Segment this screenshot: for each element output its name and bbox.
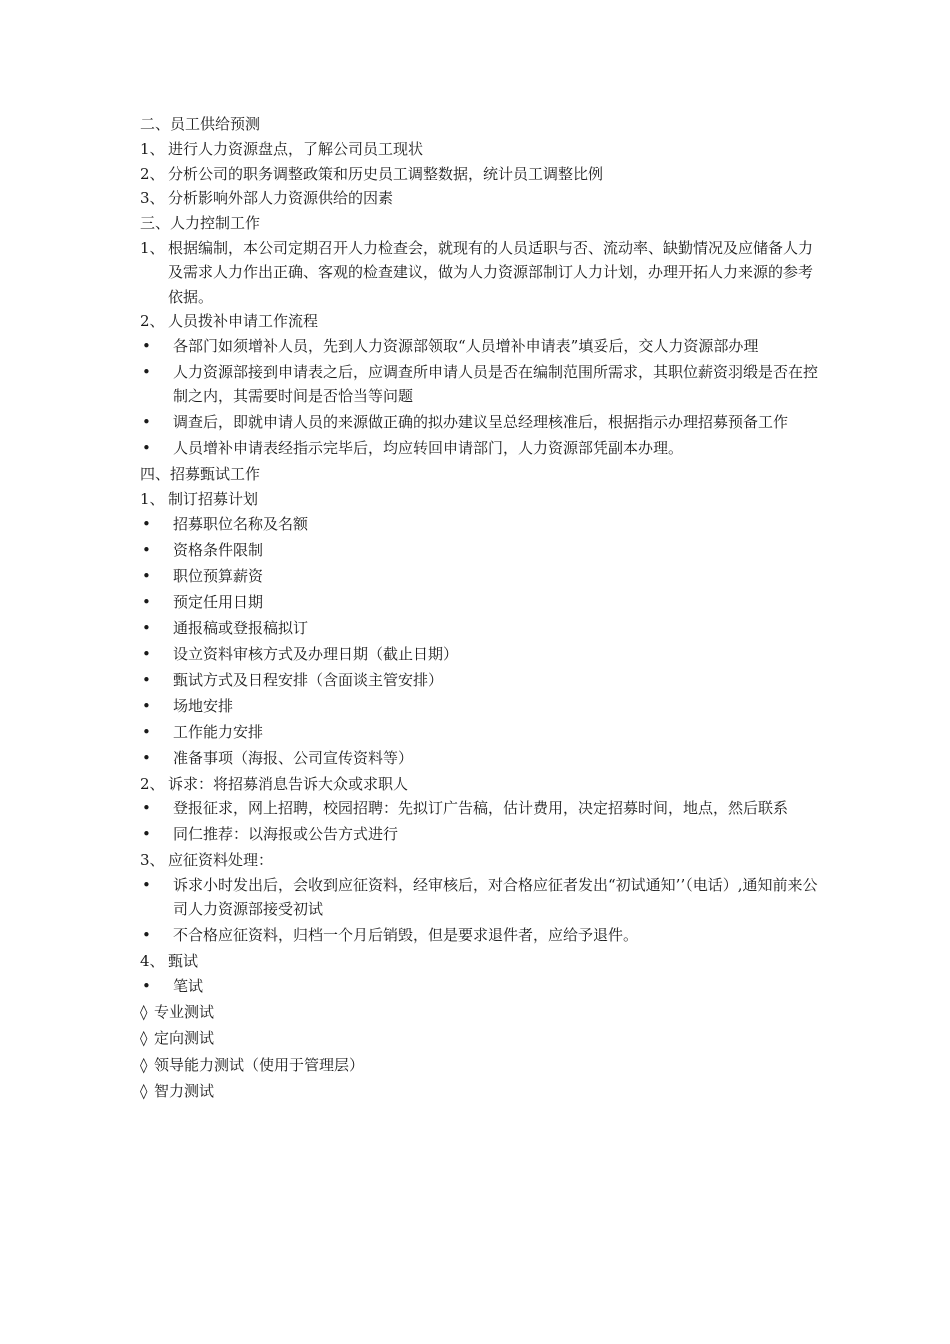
bullet-marker: • (142, 696, 151, 715)
item-text: 笔试 (173, 976, 204, 995)
item-text: 专业测试 (154, 1002, 215, 1021)
diamond-marker: ◊ (140, 1055, 148, 1074)
item-number: 1、 (140, 238, 165, 257)
item-text: 二、员工供给预测 (140, 115, 261, 133)
item-text: 分析公司的职务调整政策和历史员工调整数据，统计员工调整比例 (168, 164, 604, 183)
bullet-item (140, 694, 820, 719)
numbered-item (140, 949, 820, 974)
diamond-item (140, 1079, 820, 1104)
bullet-item (140, 974, 820, 999)
bullet-marker: • (142, 336, 151, 355)
item-text: 登报征求，网上招聘，校园招聘：先拟订广告稿，估计费用，决定招募时间，地点，然后联系 (173, 799, 789, 817)
item-text: 准备事项（海报、公司宣传资料等） (173, 748, 414, 767)
numbered-item (140, 487, 820, 512)
bullet-item (140, 564, 820, 589)
item-text: 根据编制，本公司定期召开人力检查会，就现有的人员适职与否、流动率、缺勤情况及应储备人力及需求人力作出正确、客观的检查建议，做为人力资源部制订人力计划，办理开拓人力来源的参考依据。 (168, 238, 814, 306)
item-text: 人员拨补申请工作流程 (168, 312, 319, 330)
diamond-item (140, 1000, 820, 1025)
item-number: 3、 (140, 189, 165, 207)
item-text: 领导能力测试（使用于管理层） (154, 1055, 365, 1074)
item-number: 2、 (140, 312, 165, 330)
item-number: 4、 (140, 952, 165, 970)
bullet-marker: • (142, 540, 151, 559)
item-text: 预定任用日期 (173, 592, 264, 611)
item-text: 各部门如须增补人员，先到人力资源部领取“人员增补申请表”填妥后，交人力资源部办理 (173, 336, 759, 355)
item-number: 2、 (140, 164, 165, 183)
item-text: 职位预算薪资 (173, 566, 264, 585)
item-text: 人员增补申请表经指示完毕后，均应转回申请部门，人力资源部凭副本办理。 (173, 439, 684, 457)
numbered-item (140, 309, 820, 334)
bullet-marker: • (142, 926, 151, 944)
item-number: 1、 (140, 490, 165, 508)
bullet-item (140, 334, 820, 359)
bullet-item (140, 642, 820, 667)
bullet-marker: • (142, 592, 151, 611)
item-text: 工作能力安排 (173, 722, 264, 741)
bullet-item (140, 668, 820, 693)
item-text: 同仁推荐：以海报或公告方式进行 (173, 825, 399, 843)
item-text: 四、招募甄试工作 (140, 465, 261, 483)
item-number: 2、 (140, 774, 165, 793)
item-text: 甄试方式及日程安排（含面谈主管安排） (173, 670, 444, 689)
diamond-marker: ◊ (140, 1029, 148, 1047)
diamond-item (140, 1053, 820, 1078)
item-text: 应征资料处理： (168, 851, 274, 869)
bullet-marker: • (142, 670, 151, 689)
bullet-marker: • (142, 566, 151, 585)
bullet-item (140, 590, 820, 615)
bullet-item (140, 873, 820, 922)
section-heading (140, 112, 820, 137)
item-text: 智力测试 (154, 1082, 215, 1100)
numbered-item (140, 772, 820, 797)
numbered-item (140, 186, 820, 211)
numbered-item (140, 236, 820, 310)
item-text: 通报稿或登报稿拟订 (173, 618, 309, 637)
bullet-item (140, 822, 820, 847)
bullet-marker: • (142, 439, 151, 457)
item-text: 人力资源部接到申请表之后，应调查所申请人员是否在编制范围所需求，其职位薪资羽缎是否在控制之内，其需要时间是否恰当等问题 (173, 362, 819, 405)
item-text: 诉求：将招募消息告诉大众或求职人 (168, 774, 409, 793)
bullet-marker: • (142, 875, 151, 894)
item-text: 资格条件限制 (173, 540, 264, 559)
item-text: 不合格应征资料，归档一个月后销毁，但是要求退件者，应给予退件。 (173, 926, 639, 944)
bullet-marker: • (142, 825, 151, 843)
bullet-marker: • (142, 976, 151, 995)
item-text: 分析影响外部人力资源供给的因素 (168, 189, 394, 207)
section-heading (140, 211, 820, 236)
numbered-item (140, 162, 820, 187)
bullet-item (140, 796, 820, 821)
bullet-item (140, 616, 820, 641)
bullet-marker: • (142, 618, 151, 637)
bullet-marker: • (142, 413, 151, 431)
bullet-item (140, 720, 820, 745)
bullet-marker: • (142, 362, 151, 381)
item-number: 1、 (140, 140, 165, 158)
bullet-marker: • (142, 748, 151, 767)
item-text: 招募职位名称及名额 (173, 514, 309, 533)
document-body (140, 112, 820, 1106)
item-text: 设立资料审核方式及办理日期（截止日期） (173, 644, 459, 663)
item-text: 三、人力控制工作 (140, 213, 261, 232)
bullet-item (140, 360, 820, 409)
bullet-marker: • (142, 722, 151, 741)
item-text: 诉求小时发出后，会收到应征资料，经审核后，对合格应征者发出“初试通知’’（电话）,通知前来公司人力资源部接受初试 (173, 875, 818, 918)
item-text: 进行人力资源盘点，了解公司员工现状 (168, 140, 424, 158)
bullet-marker: • (142, 644, 151, 663)
section-heading (140, 462, 820, 487)
item-text: 定向测试 (154, 1029, 215, 1047)
item-text: 调查后，即就申请人员的来源做正确的拟办建议呈总经理核准后，根据指示办理招募预备工作 (173, 413, 789, 431)
diamond-marker: ◊ (140, 1082, 148, 1100)
item-text: 甄试 (168, 952, 199, 970)
bullet-item (140, 746, 820, 771)
diamond-item (140, 1026, 820, 1051)
bullet-item (140, 436, 820, 461)
item-number: 3、 (140, 851, 165, 869)
bullet-marker: • (142, 799, 151, 817)
diamond-marker: ◊ (140, 1002, 148, 1021)
bullet-item (140, 923, 820, 948)
bullet-item (140, 512, 820, 537)
item-text: 场地安排 (173, 696, 234, 715)
bullet-item (140, 410, 820, 435)
numbered-item (140, 137, 820, 162)
bullet-item (140, 538, 820, 563)
item-text: 制订招募计划 (168, 490, 259, 508)
numbered-item (140, 848, 820, 873)
bullet-marker: • (142, 514, 151, 533)
